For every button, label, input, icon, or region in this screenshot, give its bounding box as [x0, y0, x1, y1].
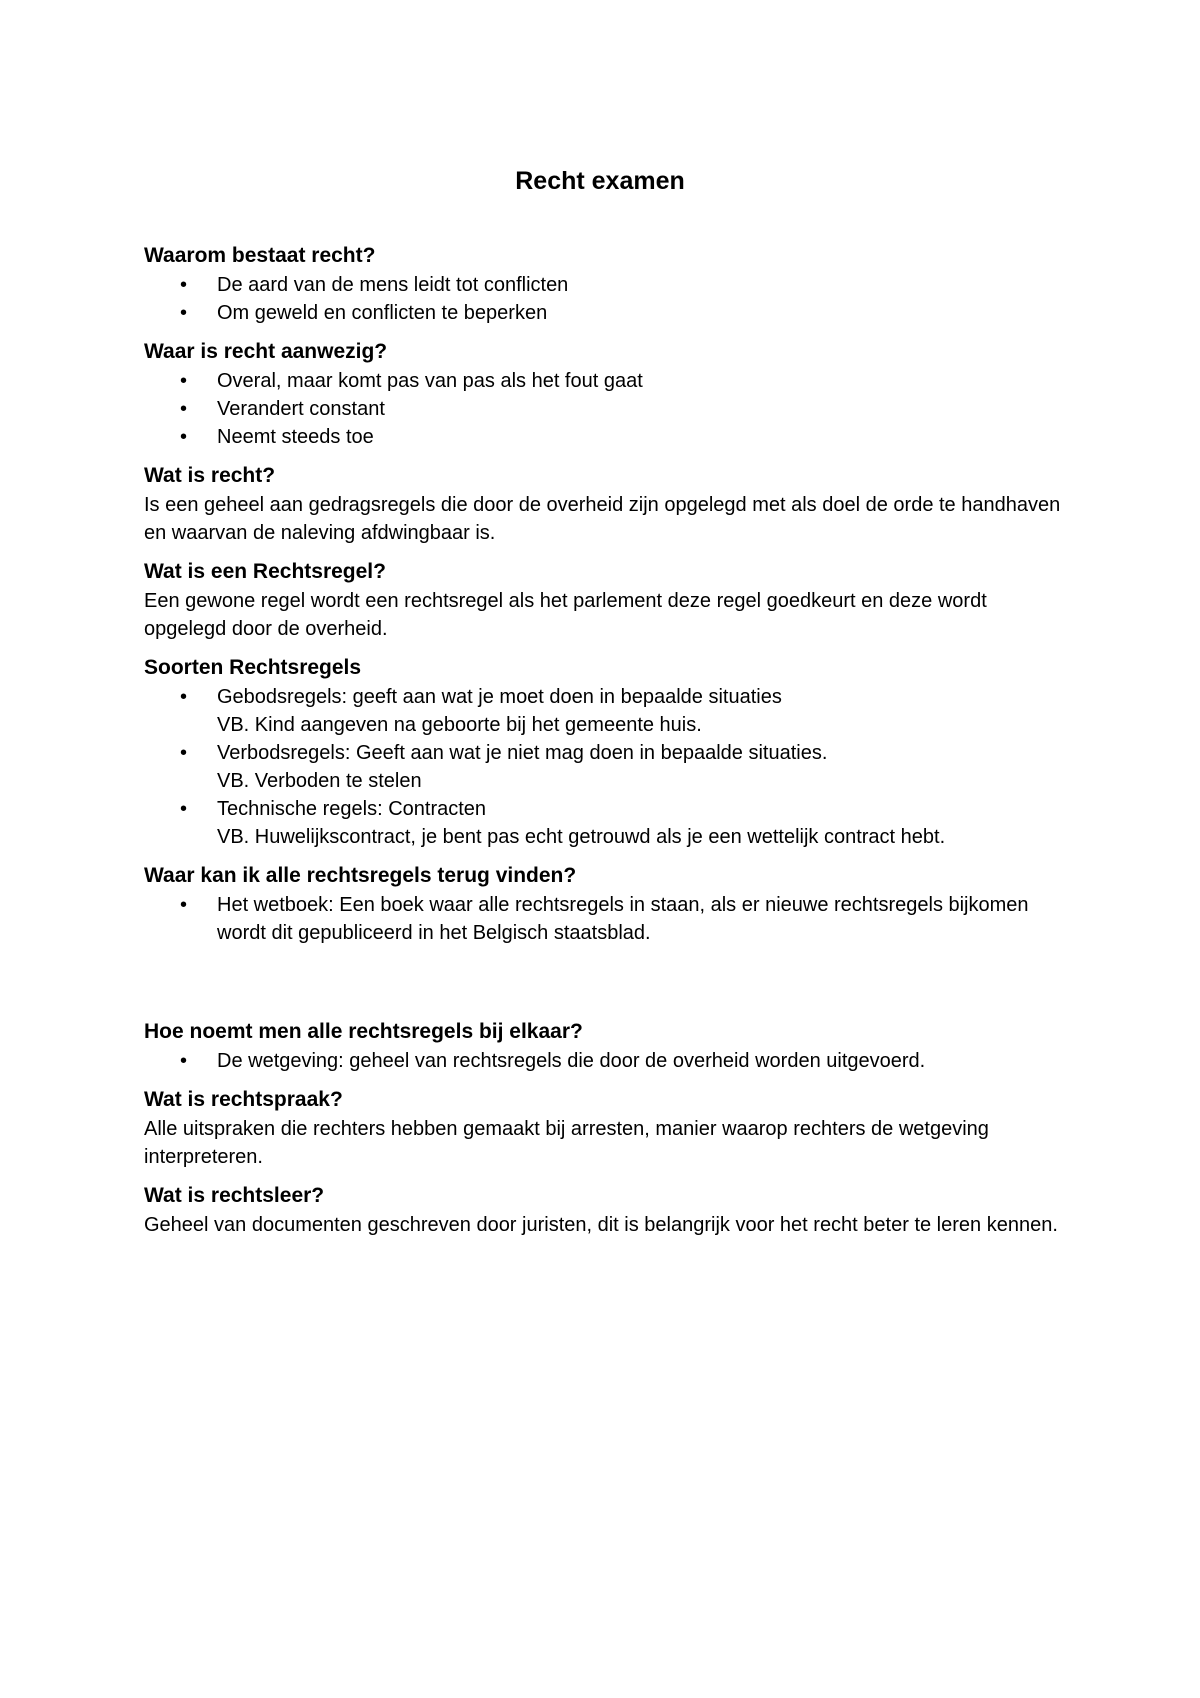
bullet-list — [144, 271, 1064, 327]
section-wat-is-een-rechtsregel — [144, 557, 1064, 643]
list-item — [144, 683, 1064, 739]
section-heading: Wat is een Rechtsregel? — [144, 560, 386, 583]
bullet-icon: • — [180, 274, 188, 296]
list-item — [144, 299, 1064, 327]
section-paragraph: Geheel van documenten geschreven door juristen, dit is belangrijk voor het recht beter te leren kennen. — [144, 1214, 1058, 1236]
list-item-example: VB. Verboden te stelen — [217, 770, 422, 792]
list-item — [144, 395, 1064, 423]
list-item-example: VB. Huwelijkscontract, je bent pas echt getrouwd als je een wettelijk contract hebt. — [217, 826, 946, 848]
list-item-example: VB. Kind aangeven na geboorte bij het gemeente huis. — [217, 714, 702, 736]
list-item-text: Het wetboek: Een boek waar alle rechtsregels in staan, als er nieuwe rechtsregels bijkomen wordt dit gepubliceerd in het Belgisch staatsblad. — [217, 894, 1029, 944]
section-heading: Waarom bestaat recht? — [144, 244, 376, 267]
bullet-list — [144, 891, 1064, 947]
section-paragraph: Is een geheel aan gedragsregels die door de overheid zijn opgelegd met als doel de orde te handhaven en waarvan de naleving afdwingbaar is. — [144, 494, 1061, 544]
section-heading: Waar is recht aanwezig? — [144, 340, 388, 363]
section-hoe-noemt-men-alle-rechtsregels — [144, 1017, 1064, 1075]
bullet-icon: • — [180, 798, 188, 820]
bullet-icon: • — [180, 894, 188, 916]
section-heading: Hoe noemt men alle rechtsregels bij elkaar? — [144, 1020, 583, 1043]
list-item-text: Overal, maar komt pas van pas als het fout gaat — [217, 370, 643, 392]
bullet-icon: • — [180, 302, 188, 324]
section-paragraph: Alle uitspraken die rechters hebben gemaakt bij arresten, manier waarop rechters de wetgeving interpreteren. — [144, 1118, 989, 1168]
bullet-list — [144, 683, 1064, 851]
list-item-text: De aard van de mens leidt tot conflicten — [217, 274, 569, 296]
document-body — [144, 241, 1064, 1249]
section-waarom-bestaat-recht — [144, 241, 1064, 327]
list-item — [144, 423, 1064, 451]
bullet-icon: • — [180, 742, 188, 764]
section-wat-is-recht — [144, 461, 1064, 547]
section-heading: Soorten Rechtsregels — [144, 656, 362, 679]
section-heading: Wat is recht? — [144, 464, 276, 487]
section-paragraph: Een gewone regel wordt een rechtsregel als het parlement deze regel goedkeurt en deze wordt opgelegd door de overheid. — [144, 590, 987, 640]
section-wat-is-rechtsleer — [144, 1181, 1064, 1239]
bullet-icon: • — [180, 370, 188, 392]
section-waar-is-recht-aanwezig — [144, 337, 1064, 451]
section-heading: Waar kan ik alle rechtsregels terug vinden? — [144, 864, 577, 887]
list-item-text: Verandert constant — [217, 398, 385, 420]
list-item — [144, 1047, 1064, 1075]
bullet-icon: • — [180, 398, 188, 420]
bullet-icon: • — [180, 1050, 188, 1072]
section-waar-kan-ik-rechtsregels-vinden — [144, 861, 1064, 947]
list-item-text: Verbodsregels: Geeft aan wat je niet mag doen in bepaalde situaties. — [217, 742, 828, 764]
section-heading: Wat is rechtsleer? — [144, 1184, 325, 1207]
list-item-text: Om geweld en conflicten te beperken — [217, 302, 548, 324]
list-item — [144, 271, 1064, 299]
bullet-list — [144, 367, 1064, 451]
list-item-text: De wetgeving: geheel van rechtsregels die door de overheid worden uitgevoerd. — [217, 1050, 926, 1072]
list-item — [144, 739, 1064, 795]
list-item-text: Neemt steeds toe — [217, 426, 374, 448]
list-item — [144, 367, 1064, 395]
list-item — [144, 795, 1064, 851]
section-wat-is-rechtspraak — [144, 1085, 1064, 1171]
section-heading: Wat is rechtspraak? — [144, 1088, 343, 1111]
bullet-list — [144, 1047, 1064, 1075]
document-title: Recht examen — [515, 167, 685, 195]
bullet-icon: • — [180, 686, 188, 708]
list-item — [144, 891, 1064, 947]
section-soorten-rechtsregels — [144, 653, 1064, 851]
blank-space — [144, 957, 1064, 1017]
list-item-text: Technische regels: Contracten — [217, 798, 487, 820]
bullet-icon: • — [180, 426, 188, 448]
list-item-text: Gebodsregels: geeft aan wat je moet doen in bepaalde situaties — [217, 686, 782, 708]
